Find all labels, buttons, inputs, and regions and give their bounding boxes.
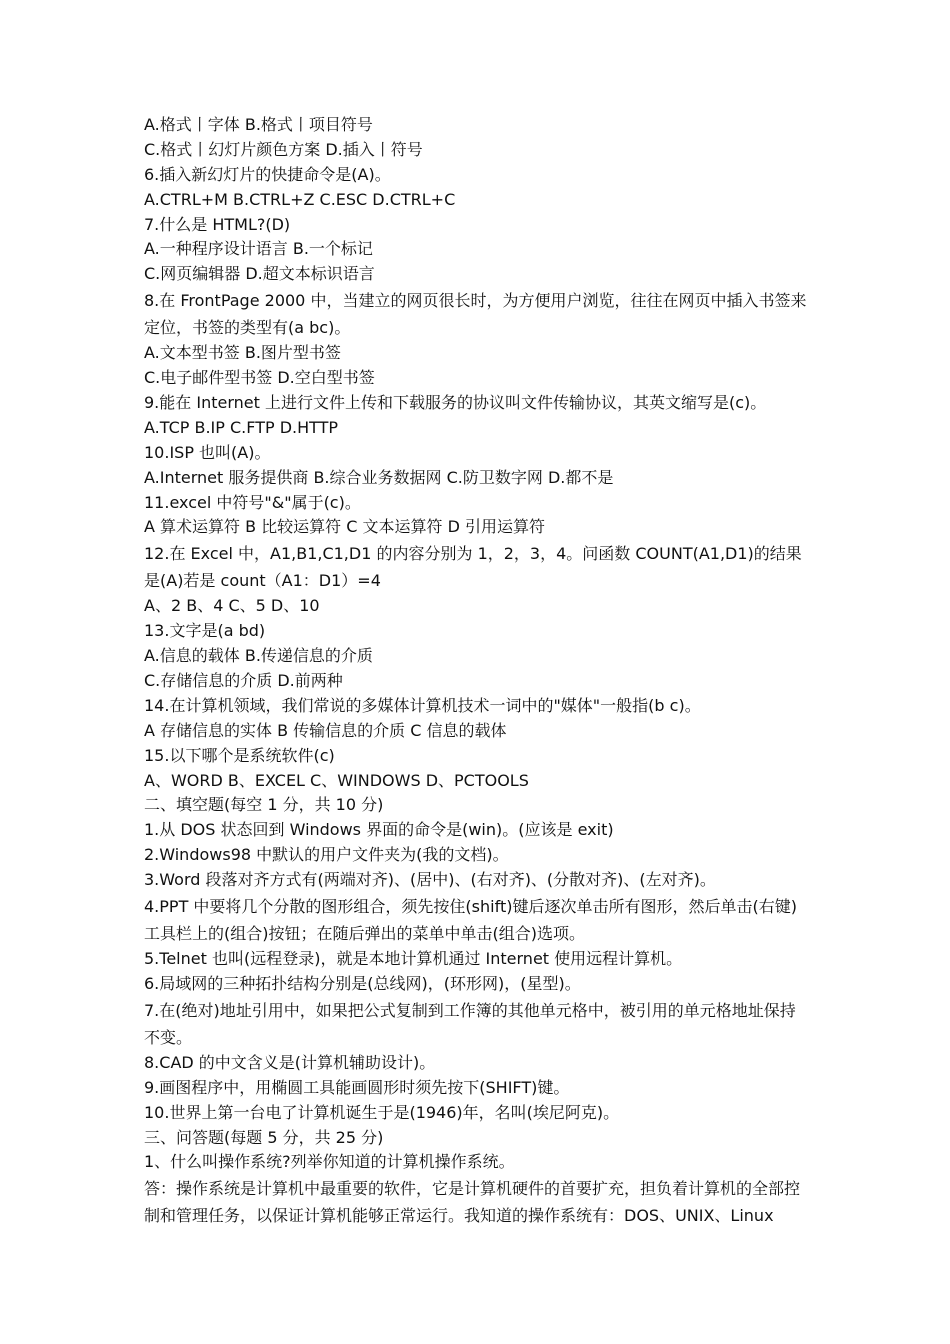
document-line: A、WORD B、EXCEL C、WINDOWS D、PCTOOLS	[144, 770, 529, 790]
document-line: 15.以下哪个是系统软件(c)	[144, 745, 335, 765]
document-line: 9.能在 Internet 上进行文件上传和下载服务的协议叫文件传输协议，其英文缩写是(c)。	[144, 393, 767, 413]
document-line: 7.什么是 HTML?(D)	[144, 214, 291, 234]
document-line: C.存储信息的介质 D.前两种	[144, 671, 343, 691]
document-line: A 算术运算符 B 比较运算符 C 文本运算符 D 引用运算符	[144, 517, 546, 537]
document-line: 三、问答题(每题 5 分，共 25 分)	[144, 1127, 384, 1147]
document-line: A.TCP B.IP C.FTP D.HTTP	[144, 417, 339, 437]
document-line: 9.画图程序中，用椭圆工具能画圆形时须先按下(SHIFT)键。	[144, 1077, 570, 1097]
document-line: 13.文字是(a bd)	[144, 621, 266, 641]
document-line: C.电子邮件型书签 D.空白型书签	[144, 368, 375, 388]
document-line: 2.Windows98 中默认的用户文件夹为(我的文档)。	[144, 845, 509, 865]
document-line: A、2 B、4 C、5 D、10	[144, 596, 320, 616]
document-line: 14.在计算机领域，我们常说的多媒体计算机技术一词中的"媒体"一般指(b c)。	[144, 695, 701, 715]
document-line: A.CTRL+M B.CTRL+Z C.ESC D.CTRL+C	[144, 189, 456, 209]
document-line: 二、填空题(每空 1 分，共 10 分)	[144, 795, 384, 815]
document-line: 1、什么叫操作系统?列举你知道的计算机操作系统。	[144, 1152, 515, 1172]
document-line: 1.从 DOS 状态回到 Windows 界面的命令是(win)。(应该是 exit)	[144, 820, 614, 840]
document-line: 4.PPT 中要将几个分散的图形组合，须先按住(shift)键后逐次单击所有图形，然后单击(右键)工具栏上的(组合)按钮；在随后弹出的菜单中单击(组合)选项。	[144, 897, 797, 944]
document-line: 11.excel 中符号"&"属于(c)。	[144, 492, 361, 512]
document-line: A.文本型书签 B.图片型书签	[144, 343, 341, 363]
document-line: 6.插入新幻灯片的快捷命令是(A)。	[144, 164, 391, 184]
document-line: 12.在 Excel 中，A1,B1,C1,D1 的内容分别为 1，2，3，4。问函数 COUNT(A1,D1)的结果是(A)若是 count（A1：D1）=4	[144, 544, 802, 591]
document-line: A.信息的载体 B.传递信息的介质	[144, 646, 373, 666]
document-line: A.Internet 服务提供商 B.综合业务数据网 C.防卫数字网 D.都不是	[144, 467, 614, 487]
document-line: A.一种程序设计语言 B.一个标记	[144, 239, 373, 259]
document-line: C.网页编辑器 D.超文本标识语言	[144, 264, 375, 284]
document-line: 8.在 FrontPage 2000 中，当建立的网页很长时，为方便用户浏览，往往在网页中插入书签来定位，书签的类型有(a bc)。	[144, 291, 807, 338]
document-line: 10.世界上第一台电了计算机诞生于是(1946)年，名叫(埃尼阿克)。	[144, 1102, 620, 1122]
document-line: A 存储信息的实体 B 传输信息的介质 C 信息的载体	[144, 720, 507, 740]
document-line: 10.ISP 也叫(A)。	[144, 442, 271, 462]
document-line: 答：操作系统是计算机中最重要的软件，它是计算机硬件的首要扩充，担负着计算机的全部控制和管理任务，以保证计算机能够正常运行。我知道的操作系统有：DOS、UNIX、Linux	[144, 1179, 801, 1226]
document-body	[144, 113, 810, 1229]
document-line: 7.在(绝对)地址引用中，如果把公式复制到工作簿的其他单元格中，被引用的单元格地址保持不变。	[144, 1000, 796, 1047]
document-line: 3.Word 段落对齐方式有(两端对齐)、(居中)、(右对齐)、(分散对齐)、(左对齐)。	[144, 870, 716, 890]
document-line: C.格式丨幻灯片颜色方案 D.插入丨符号	[144, 139, 423, 159]
document-line: 8.CAD 的中文含义是(计算机辅助设计)。	[144, 1052, 436, 1072]
document-line: A.格式丨字体 B.格式丨项目符号	[144, 115, 373, 134]
document-line: 5.Telnet 也叫(远程登录)，就是本地计算机通过 Internet 使用远程计算机。	[144, 949, 683, 969]
document-line: 6.局域网的三种拓扑结构分别是(总线网)，(环形网)，(星型)。	[144, 973, 581, 993]
